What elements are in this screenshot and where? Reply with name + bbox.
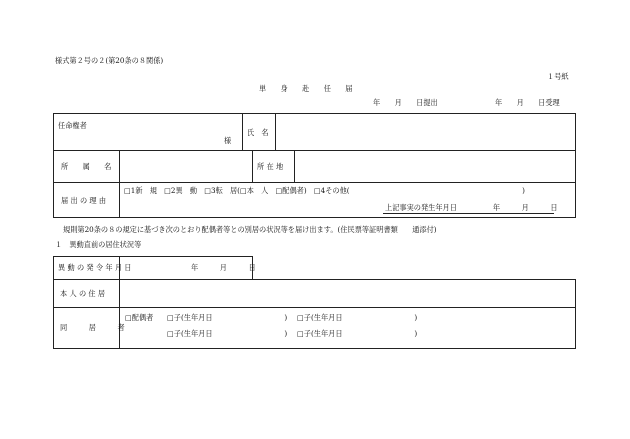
occurrence-date: 上記事実の発生年月日 年 月 日: [385, 203, 558, 212]
sheet-number: １号紙: [547, 72, 569, 81]
cohabitant-label: 同 居 者: [60, 323, 125, 332]
form-reference: 様式第２号の２(第20条の８関係): [55, 56, 164, 65]
appointer-label: 任命権者: [58, 121, 87, 130]
address-label: 本 人 の 住 居: [60, 289, 106, 298]
submit-date: 年 月 日提出: [373, 98, 438, 107]
reason-options[interactable]: □1新 規 □2異 動 □3転 居(□本 人 □配偶者) □4その他( ): [124, 186, 525, 195]
name-label: 氏 名: [247, 128, 269, 137]
child-checkbox[interactable]: □子(生年月日 ): [297, 313, 418, 322]
honorific-sama: 様: [224, 136, 232, 145]
receive-date: 年 月 日受理: [495, 98, 560, 107]
section1-heading: １ 異動直前の居住状況等: [55, 240, 142, 249]
child-checkbox[interactable]: □子(生年月日 ): [297, 329, 418, 338]
form-title: 単 身 赴 任 届: [259, 84, 353, 93]
spouse-checkbox[interactable]: □配偶者: [125, 313, 154, 322]
location-label: 所 在 地: [257, 162, 284, 171]
child-checkbox[interactable]: □子(生年月日 ): [167, 313, 288, 322]
transfer-date-value[interactable]: 年 月 日: [191, 263, 256, 272]
child-checkbox[interactable]: □子(生年月日 ): [167, 329, 288, 338]
transfer-date-label: 異 動 の 発 令 年 月 日: [58, 263, 132, 272]
statement: 規則第20条の８の規定に基づき次のとおり配偶者等との別居の状況等を届け出ます。(住民票等証明書類 通添付): [63, 225, 437, 234]
reason-label: 届 出 の 理 由: [61, 196, 107, 205]
affiliation-label: 所 属 名: [61, 162, 112, 171]
